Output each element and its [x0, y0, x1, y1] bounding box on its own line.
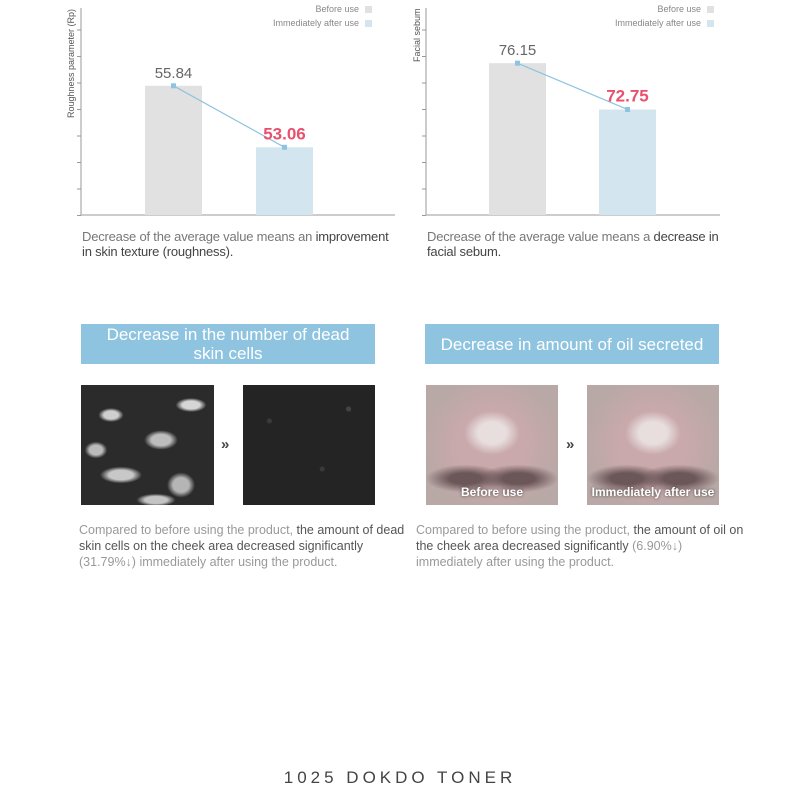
oil-banner: Decrease in amount of oil secreted — [425, 324, 719, 364]
oil-result-bold: the amount of oil on the cheek area decreased significantly — [416, 523, 744, 553]
bar-before-use — [489, 63, 546, 215]
legend-item-after — [212, 16, 372, 30]
before-use-label: Before use — [460, 485, 524, 499]
legend-label-before: Before use — [315, 4, 359, 14]
legend-swatch-after — [365, 20, 372, 27]
legend-item-after — [554, 16, 714, 30]
legend-swatch-before — [365, 6, 372, 13]
roughness-chart — [0, 0, 400, 230]
dead-skin-after-image — [243, 385, 375, 505]
roughness-legend — [212, 2, 372, 30]
legend-swatch-after — [707, 20, 714, 27]
sebum-caption-bold: decrease in facial sebum. — [427, 229, 719, 259]
dead-skin-result-text — [79, 522, 409, 570]
sebum-legend — [554, 2, 714, 30]
data-label: 76.15 — [498, 42, 537, 60]
data-point-marker — [171, 83, 176, 88]
oil-after-image — [587, 385, 719, 505]
oil-result-post: (6.90%↓) immediately after using the product. — [416, 539, 683, 569]
data-label: 53.06 — [263, 124, 306, 144]
dead-skin-arrow-icon: » — [221, 436, 230, 453]
sebum-caption-text: Decrease of the average value means a — [427, 229, 654, 244]
sebum-caption — [427, 229, 727, 259]
data-label: 72.75 — [606, 86, 649, 106]
oil-result-pre: Compared to before using the product, — [416, 523, 634, 537]
oil-result-text — [416, 522, 746, 570]
dead-skin-result-bold: the amount of dead skin cells on the cheek area decreased significantly — [79, 523, 405, 553]
legend-item-before — [212, 2, 372, 16]
data-point-marker — [625, 107, 630, 112]
bar-immediately-after-use — [256, 147, 313, 215]
oil-before-image — [426, 385, 558, 505]
roughness-y-axis-label: Roughness parameter (Rp) — [66, 8, 76, 118]
roughness-caption-text: Decrease of the average value means an — [82, 229, 316, 244]
dead-skin-before-image — [81, 385, 214, 505]
after-use-label: Immediately after use — [591, 485, 715, 499]
data-label: 55.84 — [154, 64, 193, 82]
roughness-caption — [82, 229, 392, 259]
legend-label-after: Immediately after use — [614, 18, 701, 28]
legend-label-before: Before use — [657, 4, 701, 14]
data-point-marker — [515, 61, 520, 66]
dead-skin-banner: Decrease in the number of dead skin cells — [81, 324, 375, 364]
legend-label-after: Immediately after use — [272, 18, 359, 28]
bar-before-use — [145, 86, 202, 215]
dead-skin-result-pre: Compared to before using the product, — [79, 523, 297, 537]
data-point-marker — [282, 145, 287, 150]
product-name-footer: 1025 DOKDO TONER — [283, 768, 517, 787]
sebum-chart — [400, 0, 800, 230]
sebum-y-axis-label: Facial sebum — [412, 8, 422, 62]
legend-swatch-before — [707, 6, 714, 13]
legend-item-before — [554, 2, 714, 16]
bar-immediately-after-use — [599, 109, 656, 215]
sebum-chart-svg — [400, 0, 800, 230]
roughness-chart-svg — [0, 0, 400, 230]
roughness-caption-bold: improvement in skin texture (roughness). — [82, 229, 389, 259]
dead-skin-result-post: (31.79%↓) immediately after using the product. — [79, 555, 338, 569]
oil-arrow-icon: » — [566, 436, 575, 453]
